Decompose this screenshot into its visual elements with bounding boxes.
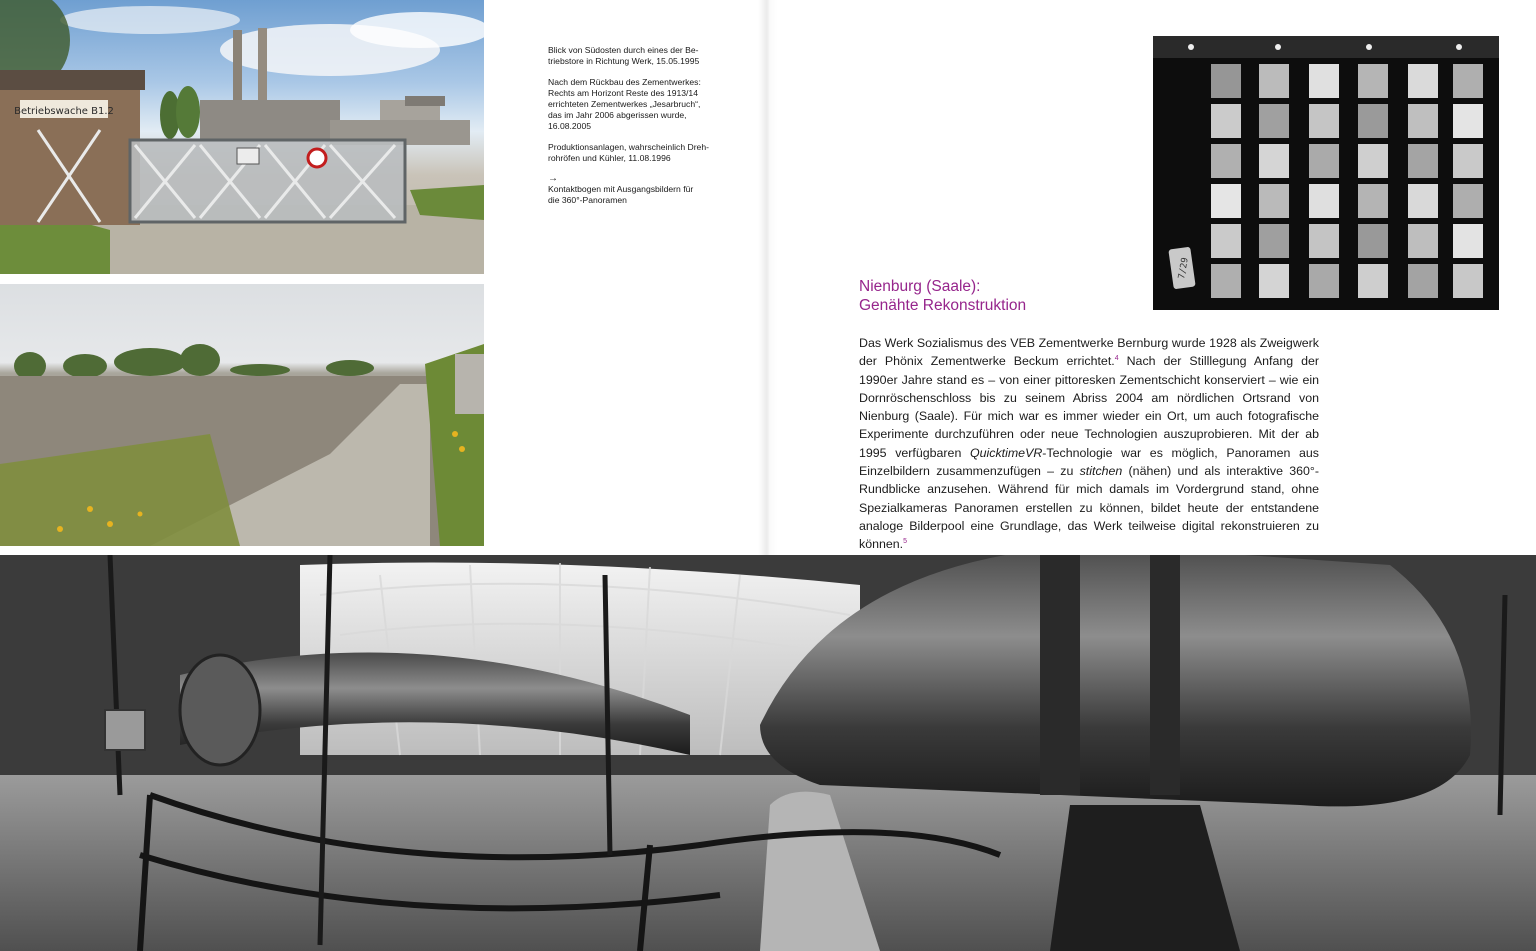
contact-sheet-drawing xyxy=(1153,36,1499,310)
contact-frame xyxy=(1259,264,1289,298)
contact-frame xyxy=(1259,224,1289,258)
body-text-3: -Technologie war es möglich, Panoramen aus Einzelbildern zusammenzufügen – zu xyxy=(859,445,1319,479)
caption-kiln: Produktionsanlagen, wahrscheinlich Dreh- rohröfen und Kühler, 11.08.1996 xyxy=(548,142,709,163)
contact-frame xyxy=(1358,64,1388,98)
contact-frame xyxy=(1211,104,1241,138)
contact-frame xyxy=(1309,264,1339,298)
contact-frame xyxy=(1358,144,1388,178)
body-text-4: (nähen) und als interaktive 360°-Rundblicke anzusehen. Während für mich damals im Vordergrund stand, ohne Spezialkameras Panoramen erstellen zu können, bildet heute der entstandene analoge Bilderpool eine Grundlage, das Werk teilweise digital rekonstruieren zu können. xyxy=(859,464,1319,552)
contact-frame xyxy=(1309,224,1339,258)
heading-line-1: Nienburg (Saale): xyxy=(859,278,981,295)
contact-frame xyxy=(1453,104,1483,138)
contact-frame xyxy=(1309,184,1339,218)
heading-line-2: Genähte Rekonstruktion xyxy=(859,297,1027,314)
contact-frame xyxy=(1211,224,1241,258)
contact-frame xyxy=(1358,224,1388,258)
gate-sign-text: Betriebswache B1.2 xyxy=(14,106,114,117)
caption-contact-sheet: Kontaktbogen mit Ausgangsbildern für die 360°-Panoramen xyxy=(548,184,694,205)
contact-frame xyxy=(1259,184,1289,218)
contact-frame xyxy=(1453,264,1483,298)
arrow-icon: → xyxy=(548,173,558,184)
contact-frame xyxy=(1408,264,1438,298)
photo-contact-sheet xyxy=(1153,36,1499,310)
contact-frame xyxy=(1309,104,1339,138)
body-emphasis-quicktimevr: QuicktimeVR xyxy=(969,445,1043,460)
contact-frame xyxy=(1259,144,1289,178)
footnote-ref-4[interactable]: 4 xyxy=(1114,355,1119,363)
contact-frame xyxy=(1408,104,1438,138)
contact-frame xyxy=(1453,64,1483,98)
contact-frame xyxy=(1358,184,1388,218)
contact-frame xyxy=(1211,64,1241,98)
body-text-2: Nach der Stilllegung Anfang der 1990er Jahre stand es – von einer pittoresken Zementschicht konserviert – wie ein Dornröschenschloss bis zu seinem Abriss 2004 am nördlichen Ortsrand von Nienburg (Saale). Für mich war es immer wieder ein Ort, um auch fotografische Experimente durchzuführen oder neue Technologien auszuprobieren. Mit der ab 1995 verfügbaren xyxy=(859,354,1319,460)
contact-frame xyxy=(1453,144,1483,178)
contact-frame xyxy=(1408,144,1438,178)
contact-frame xyxy=(1453,224,1483,258)
contact-frame xyxy=(1408,64,1438,98)
caption-gate: Blick von Südosten durch eines der Be- triebstore in Richtung Werk, 15.05.1995 xyxy=(548,45,700,66)
section-heading xyxy=(859,277,1139,315)
photo-kiln-panorama xyxy=(0,555,1536,951)
caption-field: Nach dem Rückbau des Zementwerkes: Rechts am Horizont Reste des 1913/14 errichteten Zementwerkes „Jesarbruch“, das im Jahr 2006 abgerissen wurde, 16.08.2005 xyxy=(548,77,701,131)
contact-frame xyxy=(1259,64,1289,98)
contact-label: 7/29 xyxy=(1177,256,1191,280)
body-emphasis-stitchen: stitchen xyxy=(1079,464,1123,479)
contact-frame xyxy=(1211,144,1241,178)
contact-frame xyxy=(1259,104,1289,138)
contact-frame xyxy=(1309,144,1339,178)
photo-gate-drawing xyxy=(0,0,484,274)
photo-field-drawing xyxy=(0,284,484,546)
body-text-1: Das Werk Sozialismus des VEB Zementwerke Bernburg wurde 1928 als Zweigwerk der Phönix Zementwerke Beckum errichtet. xyxy=(859,336,1319,369)
photo-gate xyxy=(0,0,484,274)
photo-field xyxy=(0,284,484,546)
contact-frame xyxy=(1453,184,1483,218)
contact-frame xyxy=(1408,224,1438,258)
body-paragraph xyxy=(859,334,1319,554)
contact-frame xyxy=(1358,104,1388,138)
contact-frame xyxy=(1211,264,1241,298)
contact-frame xyxy=(1358,264,1388,298)
contact-frame xyxy=(1408,184,1438,218)
footnote-ref-5[interactable]: 5 xyxy=(903,538,907,546)
page-gutter xyxy=(758,0,778,555)
caption-column xyxy=(548,45,728,216)
contact-frame xyxy=(1211,184,1241,218)
contact-frame xyxy=(1309,64,1339,98)
photo-kiln-drawing xyxy=(0,555,1536,951)
